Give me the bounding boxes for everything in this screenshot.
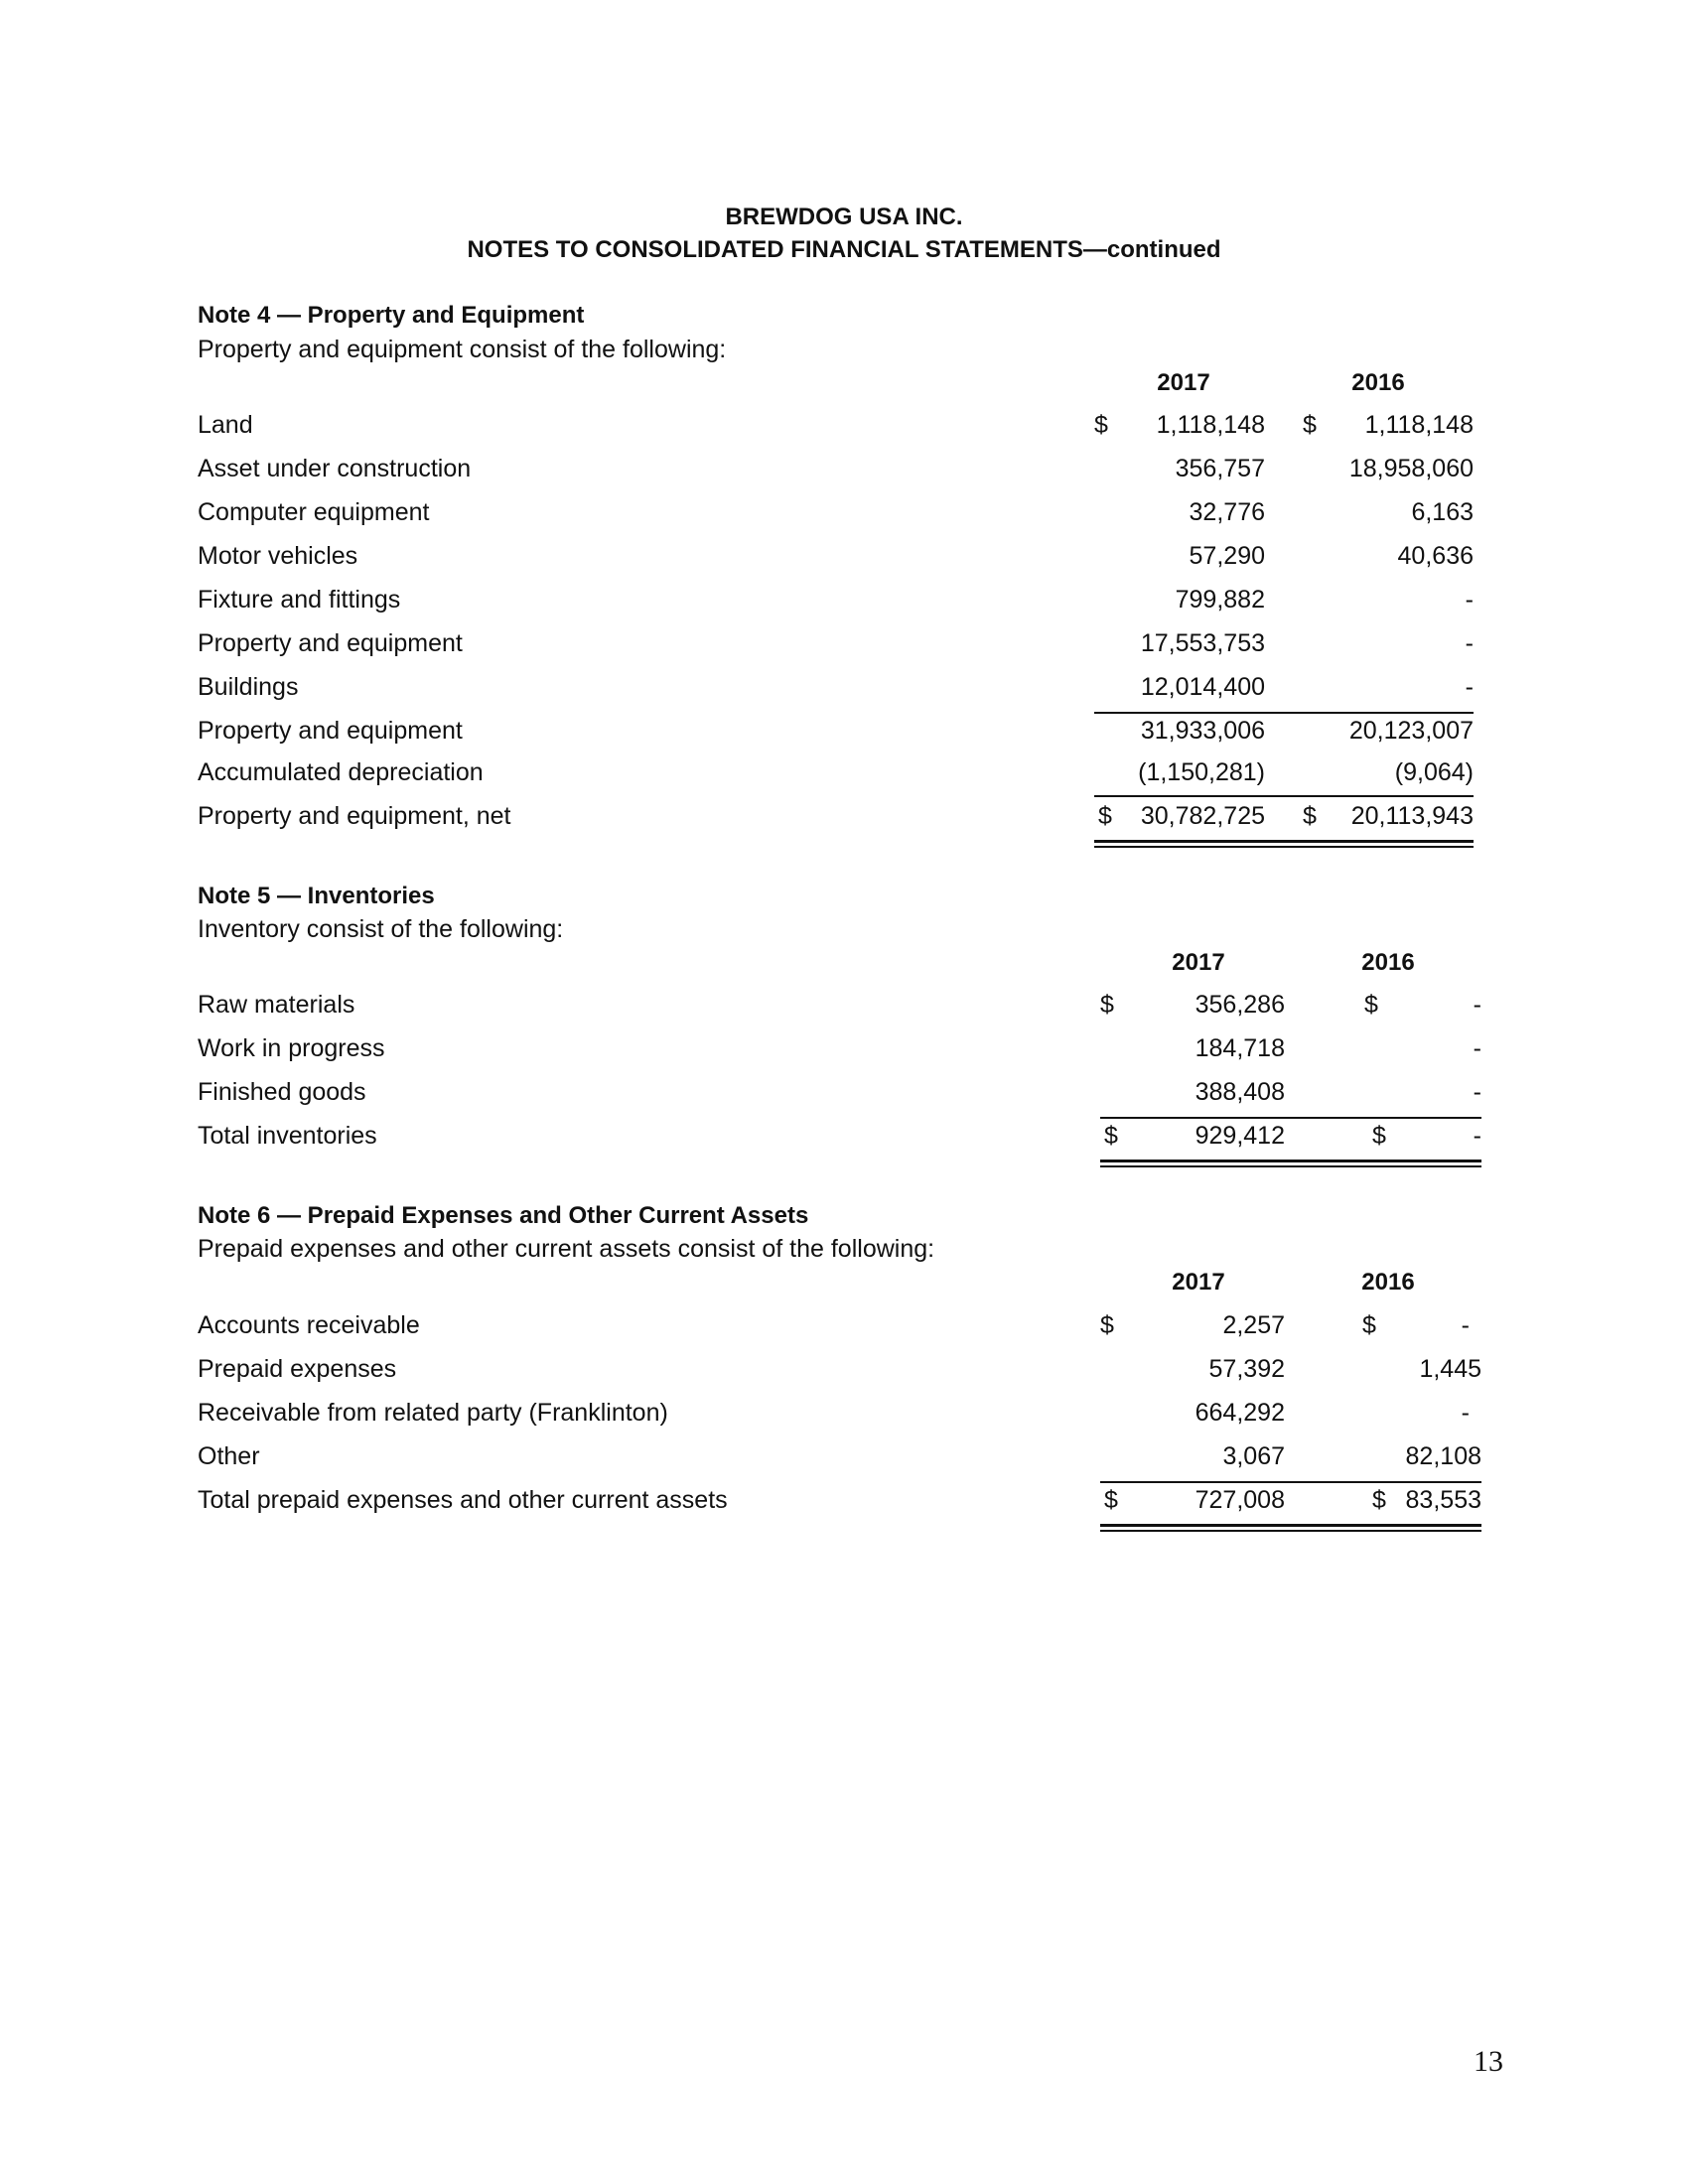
note-4-value-2016: -	[1465, 586, 1474, 614]
page-number: 13	[1474, 2045, 1503, 2078]
note-4-value-2016: 40,636	[1397, 542, 1474, 570]
note-5-title: Note 5 — Inventories	[198, 883, 435, 909]
note-4-value-2016: (9,064)	[1394, 758, 1474, 786]
note-4-value-2016: 18,958,060	[1348, 455, 1474, 482]
note-5-value-2017: 356,286	[1195, 991, 1285, 1019]
currency-symbol: $	[1362, 1311, 1376, 1339]
currency-symbol: $	[1303, 802, 1317, 830]
note-5-value-2017: 929,412	[1195, 1122, 1285, 1150]
double-underline-rule	[1100, 1160, 1481, 1162]
currency-symbol: $	[1104, 1486, 1118, 1514]
note-6-value-2017: 664,292	[1195, 1399, 1285, 1427]
note-6-value-2016: 82,108	[1405, 1442, 1481, 1470]
currency-symbol: $	[1094, 411, 1108, 439]
note-6-year-2017: 2017	[1172, 1269, 1225, 1296]
note-5-value-2016: -	[1473, 991, 1481, 1019]
note-6-title: Note 6 — Prepaid Expenses and Other Current Assets	[198, 1202, 809, 1229]
note-4-row-label: Property and equipment	[198, 717, 463, 745]
currency-symbol: $	[1303, 411, 1317, 439]
note-6-intro: Prepaid expenses and other current assets consist of the following:	[198, 1235, 935, 1263]
note-6-row-label: Accounts receivable	[198, 1311, 420, 1339]
note-5-row-label: Raw materials	[198, 991, 355, 1019]
currency-symbol: $	[1100, 991, 1114, 1019]
note-4-value-2016: 20,113,943	[1350, 802, 1474, 830]
note-4-value-2017: 57,290	[1189, 542, 1265, 570]
double-underline-rule	[1094, 846, 1474, 848]
note-4-value-2017: 799,882	[1175, 586, 1265, 614]
note-4-value-2017: 32,776	[1189, 498, 1265, 526]
note-4-row-label: Fixture and fittings	[198, 586, 401, 614]
document-subtitle: NOTES TO CONSOLIDATED FINANCIAL STATEMENTS—continued	[467, 236, 1221, 263]
note-4-row-label: Computer equipment	[198, 498, 430, 526]
note-4-row-label: Property and equipment	[198, 629, 463, 657]
note-4-row-label: Property and equipment, net	[198, 802, 511, 830]
note-4-value-2017: 12,014,400	[1140, 673, 1265, 701]
note-4-value-2016: 6,163	[1411, 498, 1474, 526]
double-underline-rule	[1100, 1524, 1481, 1527]
note-5-value-2017: 184,718	[1195, 1034, 1285, 1062]
note-5-year-2016: 2016	[1361, 949, 1415, 976]
note-6-row-label: Prepaid expenses	[198, 1355, 397, 1383]
note-5-value-2017: 388,408	[1195, 1078, 1285, 1106]
note-4-intro: Property and equipment consist of the following:	[198, 336, 727, 363]
note-6-value-2016: -	[1461, 1399, 1470, 1427]
note-4-value-2017: 31,933,006	[1140, 717, 1265, 745]
total-rule	[1094, 795, 1474, 797]
currency-symbol: $	[1372, 1486, 1386, 1514]
note-6-value-2017: 3,067	[1222, 1442, 1285, 1470]
note-4-value-2016: 20,123,007	[1348, 717, 1474, 745]
note-4-title: Note 4 — Property and Equipment	[198, 302, 585, 329]
note-4-value-2017: 1,118,148	[1156, 411, 1265, 439]
note-5-row-label: Work in progress	[198, 1034, 385, 1062]
note-4-row-label: Motor vehicles	[198, 542, 358, 570]
note-5-year-2017: 2017	[1172, 949, 1225, 976]
note-4-year-2016: 2016	[1351, 369, 1405, 396]
note-6-value-2017: 727,008	[1195, 1486, 1285, 1514]
currency-symbol: $	[1104, 1122, 1118, 1150]
currency-symbol: $	[1100, 1311, 1114, 1339]
note-5-value-2016: -	[1473, 1078, 1481, 1106]
note-6-value-2016: 83,553	[1405, 1486, 1481, 1514]
note-6-value-2016: 1,445	[1419, 1355, 1481, 1383]
subtotal-rule	[1094, 712, 1474, 714]
note-6-value-2017: 57,392	[1208, 1355, 1285, 1383]
note-4-value-2016: 1,118,148	[1364, 411, 1474, 439]
currency-symbol: $	[1372, 1122, 1386, 1150]
double-underline-rule	[1100, 1165, 1481, 1167]
note-4-value-2017: 17,553,753	[1140, 629, 1265, 657]
note-4-value-2016: -	[1465, 673, 1474, 701]
note-6-year-2016: 2016	[1361, 1269, 1415, 1296]
note-4-row-label: Accumulated depreciation	[198, 758, 484, 786]
double-underline-rule	[1100, 1530, 1481, 1532]
note-5-row-label: Total inventories	[198, 1122, 377, 1150]
note-4-value-2017: 356,757	[1175, 455, 1265, 482]
double-underline-rule	[1094, 840, 1474, 843]
currency-symbol: $	[1364, 991, 1378, 1019]
note-4-row-label: Asset under construction	[198, 455, 472, 482]
note-5-row-label: Finished goods	[198, 1078, 366, 1106]
note-6-value-2017: 2,257	[1222, 1311, 1285, 1339]
company-name: BREWDOG USA INC.	[725, 204, 963, 230]
total-rule	[1100, 1481, 1481, 1483]
note-5-value-2016: -	[1473, 1034, 1481, 1062]
note-4-value-2017: 30,782,725	[1140, 802, 1265, 830]
note-4-row-label: Buildings	[198, 673, 299, 701]
note-4-year-2017: 2017	[1157, 369, 1210, 396]
note-5-intro: Inventory consist of the following:	[198, 915, 564, 943]
note-4-value-2016: -	[1465, 629, 1474, 657]
note-6-row-label: Receivable from related party (Franklinton)	[198, 1399, 668, 1427]
note-4-value-2017: (1,150,281)	[1138, 758, 1265, 786]
note-6-value-2016: -	[1461, 1311, 1470, 1339]
currency-symbol: $	[1098, 802, 1112, 830]
total-rule	[1100, 1117, 1481, 1119]
note-6-row-label: Total prepaid expenses and other current assets	[198, 1486, 728, 1514]
note-5-value-2016: -	[1473, 1122, 1481, 1150]
note-6-row-label: Other	[198, 1442, 260, 1470]
note-4-row-label: Land	[198, 411, 253, 439]
